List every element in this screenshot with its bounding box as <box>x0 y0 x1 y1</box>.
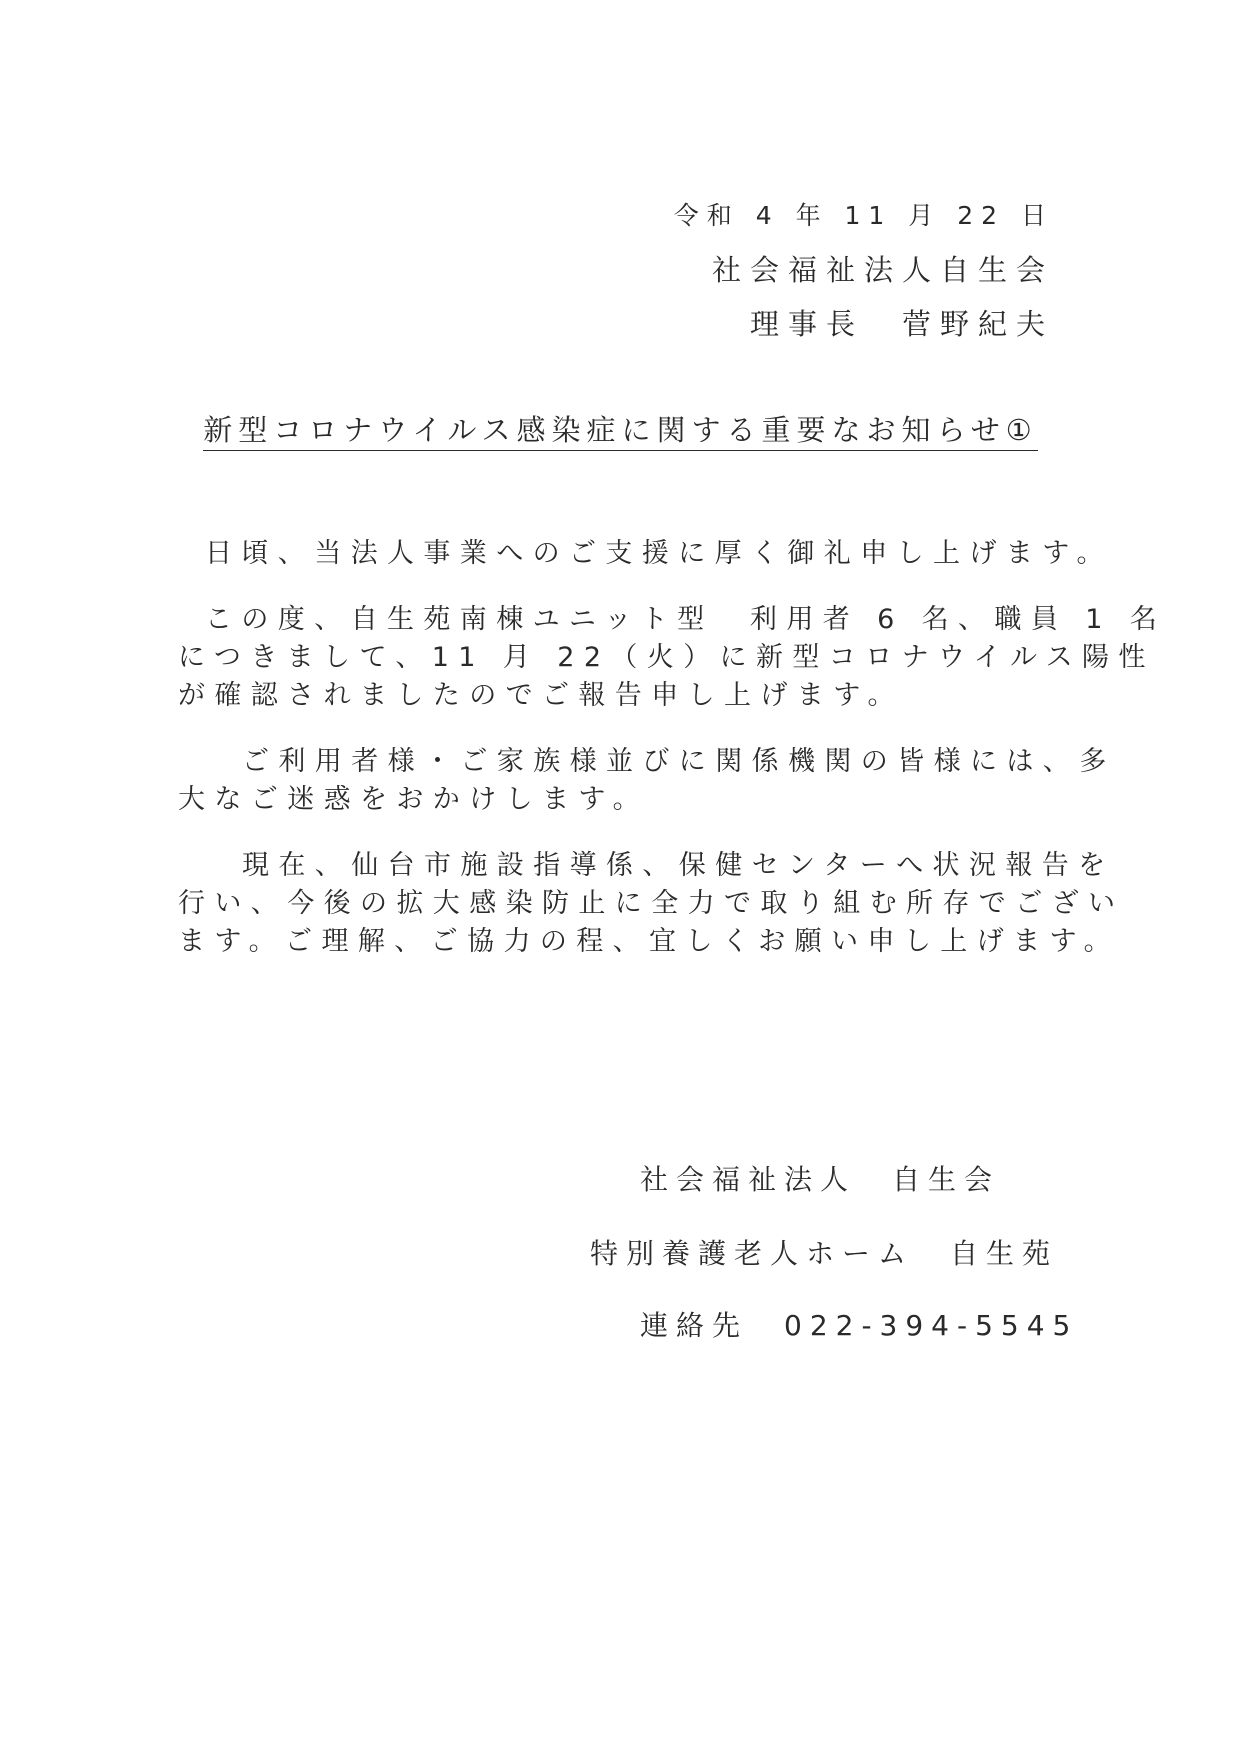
header-block <box>673 196 1054 344</box>
footer-contact: 連絡先 022-394-5545 <box>640 1309 1079 1342</box>
issuer-organization: 社会福祉法人自生会 <box>711 253 1054 287</box>
paragraph-measures <box>178 847 1125 961</box>
footer-organization: 社会福祉法人 自生会 <box>640 1163 1001 1196</box>
paragraph-line: が確認されましたのでご報告申し上げます。 <box>178 680 904 711</box>
paragraph-greeting <box>178 535 1113 573</box>
paragraph-line: ます。ご理解、ご協力の程、宜しくお願い申し上げます。 <box>178 926 1121 957</box>
document-title: 新型コロナウイルス感染症に関する重要なお知らせ① <box>203 410 1037 451</box>
paragraph-line: この度、自生苑南棟ユニット型 利用者 6 名、職員 1 名 <box>205 604 1167 635</box>
document-body <box>178 535 1167 989</box>
paragraph-line: 現在、仙台市施設指導係、保健センターへ状況報告を <box>242 850 1115 881</box>
title-wrap <box>0 410 1241 451</box>
paragraph-line: 行い、今後の拡大感染防止に全力で取り組む所存でござい <box>178 888 1125 919</box>
document-date: 令和 4 年 11 月 22 日 <box>673 201 1054 230</box>
paragraph-line: ご利用者様・ご家族様並びに関係機関の皆様には、多 <box>242 746 1116 777</box>
paragraph-line: 大なご迷惑をおかけします。 <box>178 784 650 815</box>
paragraph-report <box>178 601 1167 715</box>
footer-facility: 特別養護老人ホーム 自生苑 <box>590 1237 1059 1270</box>
paragraph-line: 日頃、当法人事業へのご支援に厚く御礼申し上げます。 <box>205 538 1113 569</box>
paragraph-apology <box>178 743 1116 819</box>
paragraph-line: につきまして、11 月 22（火）に新型コロナウイルス陽性 <box>178 642 1155 673</box>
issuer-chairperson: 理事長 菅野紀夫 <box>749 307 1054 341</box>
